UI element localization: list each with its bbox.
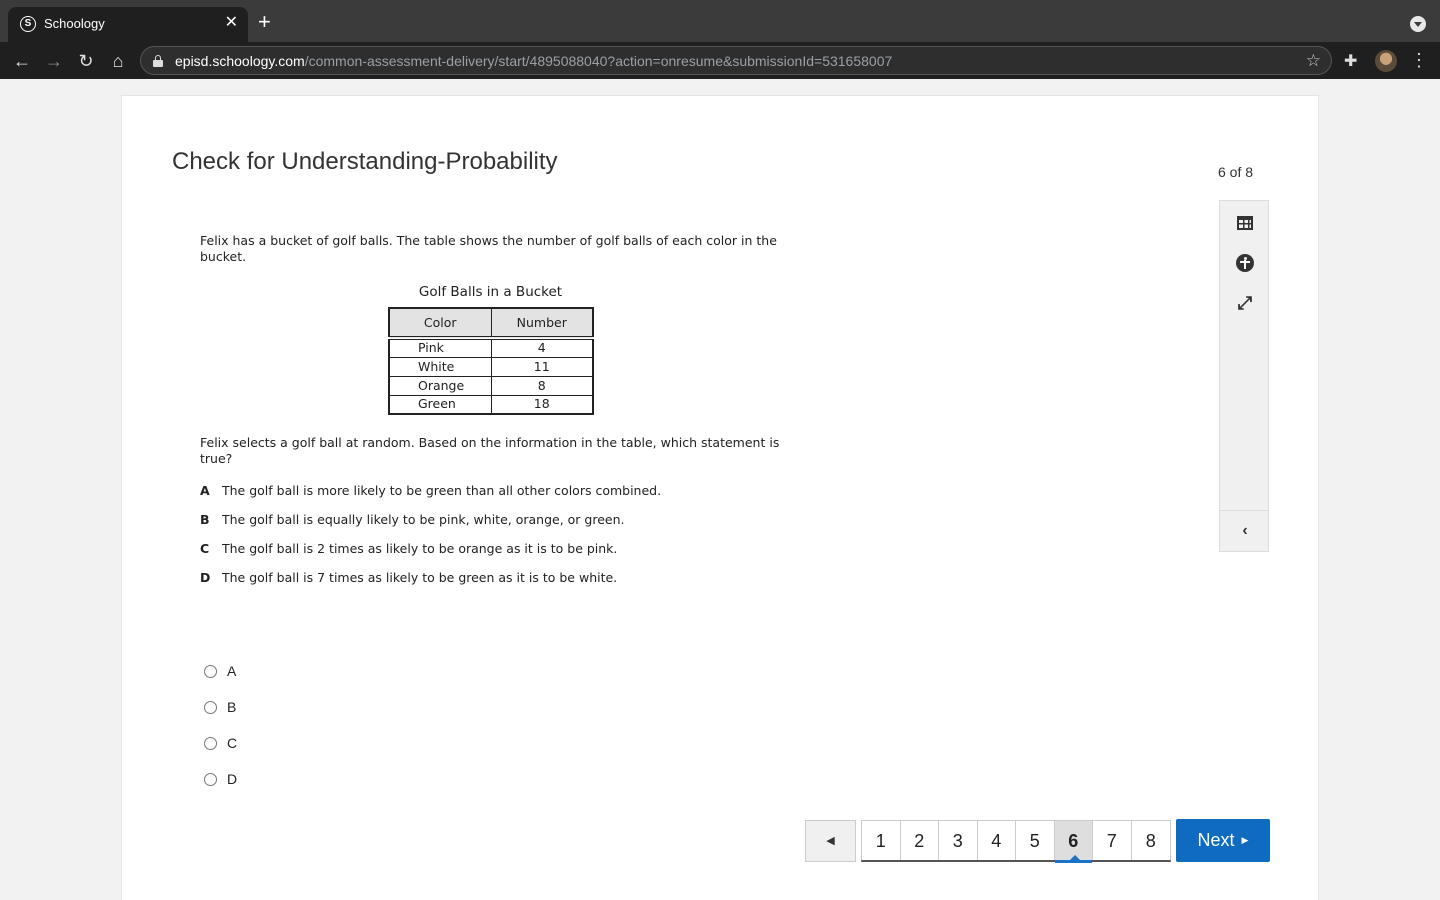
answer-option-a[interactable]: A (204, 662, 236, 680)
table-cell-color: Orange (389, 376, 491, 395)
back-icon[interactable]: ← (13, 51, 31, 71)
page-button-7[interactable]: 7 (1093, 821, 1132, 860)
table-cell-number: 11 (491, 357, 593, 376)
question-prompt: Felix selects a golf ball at random. Based on the information in the table, which statement is true? (200, 435, 780, 466)
tools-panel (1219, 200, 1269, 552)
lock-icon[interactable] (153, 55, 163, 66)
tab-title: Schoology (44, 16, 105, 31)
url-text: episd.schoology.com/common-assessment-delivery/start/4895088040?action=onresume&submissionId=531658007 (175, 53, 893, 69)
calculator-icon[interactable] (1235, 213, 1255, 233)
bookmark-star-icon[interactable]: ☆ (1305, 51, 1321, 70)
next-arrow-icon: ▶ (1241, 835, 1249, 845)
radio-button[interactable] (204, 665, 217, 678)
golf-balls-table (388, 307, 594, 415)
extensions-icon[interactable]: ✚ (1344, 53, 1358, 70)
table-title: Golf Balls in a Bucket (418, 284, 563, 300)
table-cell-color: Green (389, 395, 491, 414)
page-button-1[interactable]: 1 (862, 821, 901, 860)
table-header-color: Color (389, 308, 491, 338)
choice-c: C The golf ball is 2 times as likely to be orange as it is to be pink. (200, 541, 618, 556)
table-cell-number: 8 (491, 376, 593, 395)
page-button-2[interactable]: 2 (901, 821, 940, 860)
schoology-favicon-icon: S (20, 16, 36, 32)
browser-toolbar (0, 42, 1440, 79)
browser-tabstrip (0, 0, 1440, 42)
browser-tab[interactable] (8, 7, 248, 42)
panel-divider (1220, 510, 1268, 511)
choice-a: A The golf ball is more likely to be green than all other colors combined. (200, 483, 662, 498)
next-button[interactable]: Next ▶ (1176, 819, 1270, 862)
page-button-8[interactable]: 8 (1132, 821, 1171, 860)
address-bar[interactable] (140, 46, 1332, 75)
page-button-6[interactable]: 6 (1055, 821, 1094, 860)
accessibility-icon[interactable] (1235, 253, 1255, 273)
choice-d: D The golf ball is 7 times as likely to be green as it is to be white. (200, 570, 618, 585)
page-button-4[interactable]: 4 (978, 821, 1017, 860)
collapse-panel-icon[interactable]: ‹ (1242, 522, 1248, 539)
radio-button[interactable] (204, 701, 217, 714)
table-cell-number: 4 (491, 338, 593, 357)
table-row (389, 395, 593, 414)
new-tab-icon[interactable]: + (258, 9, 271, 34)
assessment-card (121, 95, 1319, 900)
table-cell-color: Pink (389, 338, 491, 357)
page-button-3[interactable]: 3 (939, 821, 978, 860)
home-icon[interactable]: ⌂ (112, 51, 124, 71)
answer-option-d[interactable]: D (204, 770, 237, 788)
answer-option-b[interactable]: B (204, 698, 236, 716)
assessment-title: Check for Understanding-Probability (172, 148, 558, 175)
close-tab-icon[interactable]: ✕ (224, 14, 238, 31)
table-cell-color: White (389, 357, 491, 376)
choice-b: B The golf ball is equally likely to be pink, white, orange, or green. (200, 512, 625, 527)
table-cell-number: 18 (491, 395, 593, 414)
radio-button[interactable] (204, 773, 217, 786)
radio-button[interactable] (204, 737, 217, 750)
tab-search-icon[interactable] (1410, 16, 1426, 32)
forward-icon[interactable]: → (45, 51, 63, 71)
table-header-number: Number (491, 308, 593, 338)
page-background (0, 79, 1440, 900)
question-stem: Felix has a bucket of golf balls. The table shows the number of golf balls of each color in the bucket. (200, 233, 777, 264)
previous-question-button[interactable]: ◀ (805, 820, 856, 862)
table-row (389, 376, 593, 395)
reload-icon[interactable]: ↻ (78, 51, 94, 71)
answer-option-c[interactable]: C (204, 734, 237, 752)
fullscreen-icon[interactable]: ⤢ (1237, 293, 1253, 313)
table-row (389, 338, 593, 357)
question-pager (861, 820, 1171, 862)
question-counter: 6 of 8 (1218, 164, 1254, 180)
page-button-5[interactable]: 5 (1016, 821, 1055, 860)
table-row (389, 357, 593, 376)
browser-menu-icon[interactable]: ⋮ (1410, 50, 1428, 70)
profile-avatar[interactable] (1375, 50, 1397, 72)
